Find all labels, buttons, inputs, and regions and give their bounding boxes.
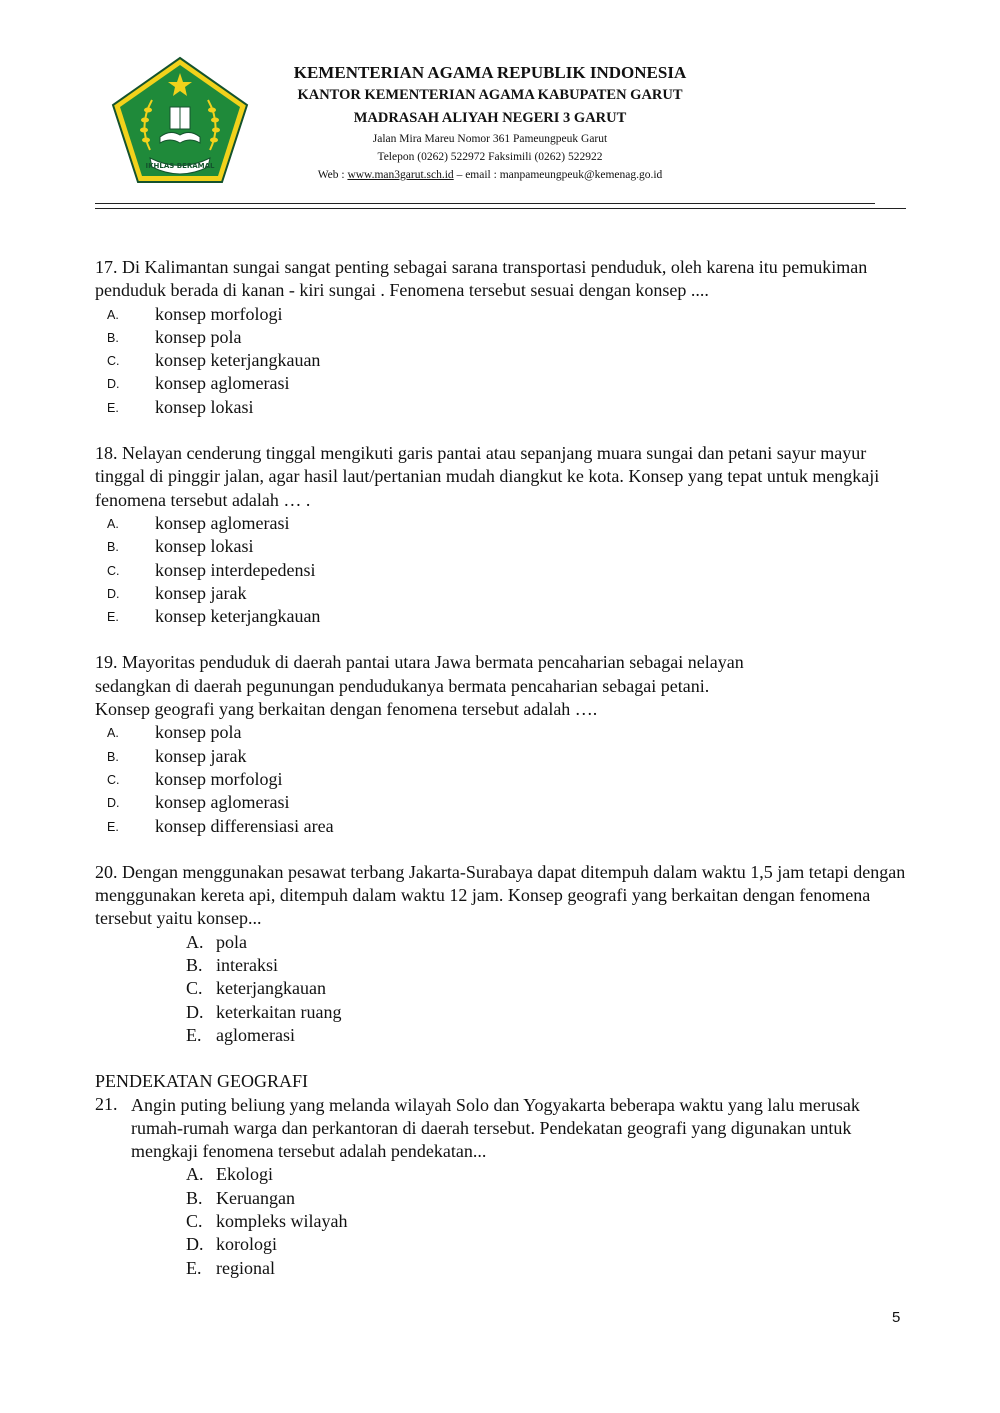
contact-line: Web : www.man3garut.sch.id – email : manpameungpeuk@kemenag.go.id	[317, 169, 663, 181]
option-item: E. regional	[186, 1257, 275, 1278]
question-17-options	[95, 303, 910, 419]
option-item: E. konsep differensiasi area	[107, 815, 334, 836]
question-20-options	[95, 931, 910, 1047]
option-item: C. konsep interdepedensi	[107, 559, 316, 580]
header-divider	[95, 203, 875, 204]
option-item: B. interaksi	[186, 955, 278, 976]
option-item: B. konsep lokasi	[107, 536, 254, 557]
option-item: E. konsep keterjangkauan	[107, 606, 321, 627]
header-divider-2	[95, 208, 906, 209]
option-item: A. pola	[186, 931, 247, 952]
question-19-text: 19. Mayoritas penduduk di daerah pantai utara Jawa bermata pencaharian sebagai nelayan sedangkan di daerah pegunungan pendudukanya bermata pencaharian sebagai petani. Konsep geografi yang berkaitan dengan fenomena tersebut adalah ….	[95, 652, 744, 720]
option-item: B. konsep jarak	[107, 745, 247, 766]
section-title: PENDEKATAN GEOGRAFI	[95, 1071, 309, 1092]
question-list	[95, 256, 910, 1280]
school-name: MADRASAH ALIYAH NEGERI 3 GARUT	[353, 110, 627, 126]
question-21-number: 21.	[95, 1093, 118, 1114]
kemenag-logo	[110, 55, 250, 185]
question-17-text: 17. Di Kalimantan sungai sangat penting sebagai sarana transportasi penduduk, oleh karena itu pemukiman penduduk berada di kanan - kiri sungai . Fenomena tersebut sesuai dengan konsep ....	[95, 257, 868, 301]
option-item: A. konsep pola	[107, 722, 242, 743]
option-item: D. keterkaitan ruang	[186, 1001, 342, 1022]
letterhead	[240, 62, 740, 184]
question-18-options	[95, 512, 910, 628]
option-item: C. konsep keterjangkauan	[107, 350, 321, 371]
option-item: B. Keruangan	[186, 1187, 295, 1208]
logo-motto: IKHLAS BERAMAL	[145, 162, 215, 170]
ministry-name: KEMENTERIAN AGAMA REPUBLIK INDONESIA	[293, 63, 687, 82]
option-item: A. Ekologi	[186, 1164, 273, 1185]
option-item: D. konsep jarak	[107, 582, 247, 603]
website-link[interactable]: www.man3garut.sch.id	[347, 169, 454, 181]
question-21	[95, 1094, 910, 1164]
question-18-text: 18. Nelayan cenderung tinggal mengikuti garis pantai atau sepanjang muara sungai dan petani sayur mayur tinggal di pinggir jalan, agar hasil laut/pertanian mudah diangkut ke kota. Konsep yang tepat untuk mengkaji fenomena tersebut adalah … .	[95, 443, 880, 510]
school-address: Jalan Mira Mareu Nomor 361 Pameungpeuk Garut	[372, 133, 608, 145]
option-item: C. konsep morfologi	[107, 768, 283, 789]
email-address: manpameungpeuk@kemenag.go.id	[499, 169, 663, 181]
office-name: KANTOR KEMENTERIAN AGAMA KABUPATEN GARUT	[297, 87, 683, 103]
option-item: A. konsep morfologi	[107, 303, 283, 324]
option-item: B. konsep pola	[107, 326, 242, 347]
option-item: A. konsep aglomerasi	[107, 512, 290, 533]
question-19-options	[95, 721, 910, 837]
option-item: C. kompleks wilayah	[186, 1210, 348, 1231]
question-21-text: Angin puting beliung yang melanda wilayah Solo dan Yogyakarta beberapa waktu yang lalu merusak rumah-rumah warga dan perkantoran di daerah tersebut. Pendekatan geografi yang digunakan untuk mengkaji fenomena tersebut adalah pendekatan...	[131, 1094, 860, 1162]
option-item: E. konsep lokasi	[107, 396, 254, 417]
school-phone: Telepon (0262) 522972 Faksimili (0262) 522922	[377, 151, 603, 163]
option-item: D. konsep aglomerasi	[107, 373, 290, 394]
option-item: E. aglomerasi	[186, 1024, 295, 1045]
question-20-text: 20. Dengan menggunakan pesawat terbang Jakarta-Surabaya dapat ditempuh dalam waktu 1,5 jam tetapi dengan menggunakan kereta api, ditempuh dalam waktu 12 jam. Konsep geografi yang berkaitan dengan fenomena tersebut yaitu konsep...	[95, 861, 906, 929]
option-item: D. korologi	[186, 1234, 277, 1255]
option-item: D. konsep aglomerasi	[107, 792, 290, 813]
page-number: 5	[892, 1309, 901, 1326]
question-21-options	[95, 1163, 910, 1279]
option-item: C. keterjangkauan	[186, 978, 326, 999]
